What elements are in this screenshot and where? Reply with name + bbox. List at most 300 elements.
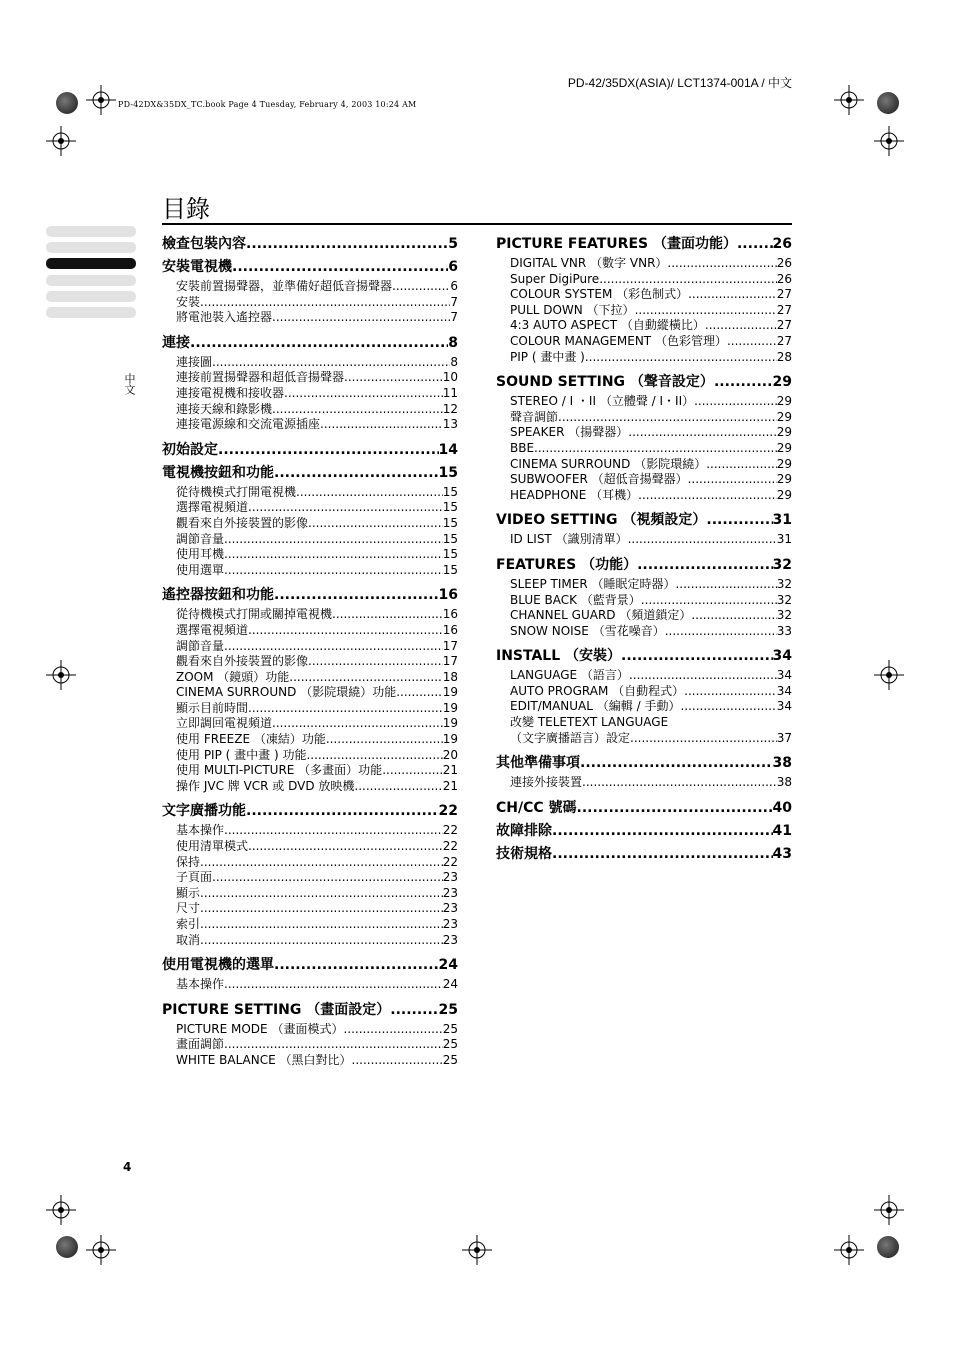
- toc-leader-dots: [200, 886, 443, 902]
- toc-section-title: VIDEO SETTING （視頻設定）: [496, 512, 707, 529]
- toc-leader-dots: [392, 279, 450, 295]
- toc-sub-entry[interactable]: [176, 839, 458, 855]
- toc-section-page: 34: [772, 648, 792, 665]
- toc-sub-page: 7: [450, 294, 458, 309]
- toc-sub-label: 連接天線和錄影機: [176, 401, 273, 416]
- toc-sub-entry[interactable]: [510, 488, 792, 504]
- toc-leader-dots: [638, 488, 777, 504]
- side-language-label: 中文: [123, 373, 136, 395]
- toc-sub-label: 基本操作: [176, 823, 225, 838]
- toc-leader-dots: [667, 256, 776, 272]
- title-divider: [162, 223, 792, 225]
- toc-sub-page: 23: [442, 917, 458, 931]
- header-document-code: PD-42/35DX(ASIA)/ LCT1374-001A / 中文: [567, 76, 792, 90]
- toc-section: [162, 462, 458, 585]
- toc-leader-dots: [628, 532, 777, 548]
- toc-leader-dots: [200, 901, 443, 917]
- toc-sub-page: 19: [442, 716, 458, 731]
- toc-sub-page: 20: [442, 747, 458, 762]
- toc-section-title: 電視機按鈕和功能: [162, 464, 274, 481]
- toc-sub-label: HEADPHONE （耳機）: [510, 487, 639, 502]
- toc-leader-dots: [577, 797, 773, 820]
- toc-leader-dots: [665, 624, 777, 640]
- toc-section-entry[interactable]: [162, 584, 458, 607]
- toc-sub-page: 32: [776, 608, 792, 623]
- toc-sub-entry[interactable]: [176, 1022, 458, 1038]
- registration-mark-icon: [874, 1195, 904, 1225]
- toc-sub-label: 選擇電視頻道: [176, 500, 249, 515]
- toc-sub-label: 立即調回電視頻道: [176, 716, 273, 731]
- toc-leader-dots: [272, 716, 443, 732]
- color-calibration-disc-icon: [56, 92, 78, 114]
- toc-sub-page: 18: [442, 669, 458, 684]
- toc-section: [162, 800, 458, 954]
- toc-section-title: 文字廣播功能: [162, 803, 246, 820]
- toc-leader-dots: [224, 547, 443, 563]
- toc-section-entry[interactable]: [162, 439, 458, 462]
- toc-sub-page: 17: [442, 638, 458, 653]
- toc-sub-entry[interactable]: [176, 1053, 458, 1069]
- language-tab: [46, 275, 136, 286]
- toc-section-page: 24: [438, 957, 458, 974]
- toc-sub-entry[interactable]: [176, 933, 458, 949]
- toc-sub-entry[interactable]: [510, 287, 792, 303]
- toc-leader-dots: [224, 1037, 443, 1053]
- toc-leader-dots: [552, 820, 773, 843]
- toc-leader-dots: [306, 748, 442, 764]
- toc-sub-label: 使用 FREEZE （凍結）功能: [176, 732, 326, 747]
- toc-sub-page: 37: [776, 730, 792, 745]
- toc-sub-label: 使用 PIP ( 畫中畫 ) 功能: [176, 747, 307, 762]
- toc-sub-label: CHANNEL GUARD （頻道鎖定）: [510, 608, 692, 623]
- toc-left-column: [162, 233, 458, 1075]
- toc-sub-label: SPEAKER （揚聲器）: [510, 425, 629, 440]
- toc-section-page: 40: [772, 799, 792, 816]
- toc-leader-dots: [284, 386, 443, 402]
- toc-sub-entry[interactable]: [176, 823, 458, 839]
- toc-sub-entry[interactable]: [176, 716, 458, 732]
- color-calibration-disc-icon: [877, 1236, 899, 1258]
- toc-sub-entry[interactable]: [176, 901, 458, 917]
- language-tab: [46, 307, 136, 318]
- toc-sub-label: CINEMA SURROUND （影院環繞）功能: [176, 685, 397, 700]
- toc-section: [162, 233, 458, 256]
- toc-sub-page: 23: [442, 885, 458, 900]
- toc-leader-dots: [727, 334, 777, 350]
- toc-sub-entry[interactable]: [176, 386, 458, 402]
- toc-sub-page: 33: [776, 623, 792, 638]
- toc-leader-dots: [680, 699, 776, 715]
- toc-sub-entry[interactable]: [176, 402, 458, 418]
- toc-leader-dots: [246, 800, 439, 823]
- toc-sub-page: 29: [776, 425, 792, 440]
- toc-section-title: PICTURE FEATURES （畫面功能）: [496, 236, 737, 252]
- registration-mark-icon: [874, 126, 904, 156]
- toc-sub-page: 27: [776, 302, 792, 317]
- toc-section-title: 其他準備事項: [496, 755, 580, 772]
- toc-sub-page: 11: [442, 385, 458, 400]
- toc-sub-page: 15: [442, 484, 458, 499]
- toc-section-page: 8: [448, 334, 458, 351]
- toc-leader-dots: [534, 441, 777, 457]
- toc-sub-label: 連接電視機和接收器: [176, 385, 285, 400]
- toc-sub-entry[interactable]: [176, 532, 458, 548]
- toc-leader-dots: [308, 516, 443, 532]
- toc-section-title: CH/CC 號碼: [496, 799, 577, 816]
- toc-section-title: SOUND SETTING （聲音設定）: [496, 374, 714, 391]
- toc-leader-dots: [274, 954, 439, 977]
- toc-sub-label: 畫面調節: [176, 1037, 225, 1052]
- toc-sub-label: SNOW NOISE （雪花噪音）: [510, 623, 665, 638]
- toc-section-page: 14: [438, 441, 458, 458]
- toc-sub-entry[interactable]: [510, 256, 792, 272]
- toc-sub-page: 13: [442, 417, 458, 432]
- toc-leader-dots: [248, 839, 443, 855]
- toc-sub-entry[interactable]: [176, 779, 458, 795]
- toc-sub-label: WHITE BALANCE （黑白對比）: [176, 1052, 352, 1067]
- toc-section: [496, 233, 792, 371]
- toc-leader-dots: [390, 999, 438, 1022]
- toc-leader-dots: [705, 318, 777, 334]
- toc-sub-entry[interactable]: [510, 775, 792, 791]
- toc-sub-entry[interactable]: [176, 417, 458, 433]
- toc-section-entry[interactable]: [496, 509, 792, 532]
- toc-section-entry[interactable]: [496, 843, 792, 866]
- toc-leader-dots: [691, 608, 776, 624]
- toc-section-entry[interactable]: [496, 820, 792, 843]
- toc-sub-entry[interactable]: [176, 500, 458, 516]
- toc-sub-label: DIGITAL VNR （數字 VNR）: [510, 256, 668, 270]
- toc-sub-page: 26: [776, 271, 792, 286]
- toc-section-page: 31: [772, 512, 792, 529]
- toc-sub-page: 38: [776, 775, 792, 790]
- toc-sub-label: AUTO PROGRAM （自動程式）: [510, 683, 685, 698]
- toc-section-entry[interactable]: [162, 256, 458, 279]
- toc-sub-label: ZOOM （鏡頭）功能: [176, 669, 290, 684]
- toc-section: [162, 256, 458, 332]
- toc-leader-dots: [200, 933, 443, 949]
- toc-sub-page: 34: [776, 699, 792, 714]
- toc-sub-entry[interactable]: [510, 731, 792, 747]
- toc-section-page: 32: [772, 556, 792, 573]
- toc-sub-page: 27: [776, 318, 792, 333]
- toc-section-title: FEATURES （功能）: [496, 556, 638, 573]
- toc-leader-dots: [628, 425, 776, 441]
- toc-sub-page: 21: [442, 778, 458, 793]
- language-tab-strip: [46, 226, 136, 323]
- toc-sub-label: 基本操作: [176, 977, 225, 992]
- toc-leader-dots: [190, 332, 448, 355]
- toc-section-entry[interactable]: [162, 954, 458, 977]
- toc-leader-dots: [688, 287, 777, 303]
- toc-sub-page: 23: [442, 932, 458, 947]
- toc-section: [162, 332, 458, 439]
- toc-sub-entry[interactable]: [176, 670, 458, 686]
- toc-section-entry[interactable]: [162, 462, 458, 485]
- toc-leader-dots: [296, 485, 443, 501]
- toc-leader-dots: [637, 554, 772, 577]
- toc-sub-entry[interactable]: [510, 699, 792, 715]
- toc-sub-label: 使用選單: [176, 562, 225, 577]
- toc-section: [496, 843, 792, 866]
- toc-leader-dots: [582, 775, 777, 791]
- toc-sub-entry[interactable]: [510, 608, 792, 624]
- toc-section-page: 25: [438, 1001, 458, 1018]
- toc-section: [162, 999, 458, 1075]
- toc-sub-entry[interactable]: [176, 563, 458, 579]
- toc-sub-entry[interactable]: [176, 485, 458, 501]
- toc-leader-dots: [200, 917, 443, 933]
- toc-sub-label: 尺寸: [176, 901, 201, 916]
- toc-leader-dots: [289, 670, 442, 686]
- registration-mark-icon: [86, 85, 116, 115]
- toc-sub-entry[interactable]: [510, 577, 792, 593]
- toc-sub-entry[interactable]: [176, 279, 458, 295]
- toc-sub-label: BBE: [510, 440, 535, 455]
- toc-sub-label: SUBWOOFER （超低音揚聲器）: [510, 472, 688, 487]
- toc-sub-entry[interactable]: [510, 472, 792, 488]
- toc-section-entry[interactable]: [162, 999, 458, 1022]
- toc-leader-dots: [246, 233, 448, 256]
- toc-section-title: 安裝電視機: [162, 259, 232, 275]
- toc-section-page: 16: [438, 587, 458, 604]
- toc-section: [162, 584, 458, 800]
- toc-leader-dots: [621, 645, 772, 668]
- toc-leader-dots: [248, 623, 443, 639]
- toc-section-entry[interactable]: [496, 645, 792, 668]
- toc-sub-label: 改變 TELETEXT LANGUAGE: [510, 715, 669, 730]
- toc-sub-label: 操作 JVC 牌 VCR 或 DVD 放映機: [176, 778, 355, 793]
- toc-section: [496, 752, 792, 797]
- toc-sub-entry[interactable]: [176, 977, 458, 993]
- color-calibration-disc-icon: [56, 1236, 78, 1258]
- toc-leader-dots: [737, 233, 773, 256]
- toc-sub-entry[interactable]: [510, 684, 792, 700]
- toc-sub-page: 25: [442, 1052, 458, 1067]
- toc-section: [496, 554, 792, 645]
- toc-sub-label: 觀看來自外接裝置的影像: [176, 654, 309, 669]
- toc-sub-label: COLOUR MANAGEMENT （色彩管理）: [510, 333, 727, 348]
- toc-sub-entry[interactable]: [176, 639, 458, 655]
- toc-section-page: 43: [772, 845, 792, 862]
- toc-sub-label: 子頁面: [176, 870, 213, 885]
- toc-leader-dots: [706, 457, 777, 473]
- toc-leader-dots: [224, 639, 443, 655]
- toc-sub-entry[interactable]: [510, 457, 792, 473]
- toc-section-page: 22: [438, 803, 458, 820]
- toc-sub-page: 10: [442, 370, 458, 385]
- toc-sub-page: 16: [442, 622, 458, 637]
- toc-sub-label: 聲音調節: [510, 409, 559, 424]
- toc-sub-entry[interactable]: [510, 272, 792, 288]
- toc-leader-dots: [212, 870, 443, 886]
- toc-sub-page: 27: [776, 287, 792, 302]
- toc-sub-page: 16: [442, 607, 458, 622]
- toc-sub-entry[interactable]: [176, 623, 458, 639]
- toc-sub-page: 29: [776, 487, 792, 502]
- toc-leader-dots: [218, 439, 439, 462]
- toc-sub-page: 23: [442, 901, 458, 916]
- toc-sub-entry[interactable]: [176, 870, 458, 886]
- toc-sub-entry[interactable]: [510, 318, 792, 334]
- toc-section-page: 26: [772, 236, 792, 252]
- toc-sub-page: 29: [776, 440, 792, 455]
- toc-sub-page: 34: [776, 668, 792, 683]
- toc-sub-page: 15: [442, 515, 458, 530]
- toc-leader-dots: [274, 584, 439, 607]
- toc-leader-dots: [599, 272, 777, 288]
- toc-leader-dots: [641, 593, 777, 609]
- toc-sub-entry[interactable]: [176, 685, 458, 701]
- toc-sub-entry[interactable]: [176, 701, 458, 717]
- toc-sub-entry[interactable]: [510, 334, 792, 350]
- registration-mark-icon: [834, 1235, 864, 1265]
- toc-sub-label: 連接電源線和交流電源插座: [176, 417, 321, 432]
- toc-sub-entry[interactable]: [510, 441, 792, 457]
- toc-sub-page: 32: [776, 576, 792, 591]
- toc-leader-dots: [630, 731, 777, 747]
- toc-sub-label: 調節音量: [176, 531, 225, 546]
- toc-leader-dots: [272, 402, 443, 418]
- toc-sub-entry[interactable]: [176, 607, 458, 623]
- toc-sub-label: 調節音量: [176, 638, 225, 653]
- toc-sub-entry[interactable]: [176, 310, 458, 326]
- toc-sub-entry[interactable]: [176, 763, 458, 779]
- toc-leader-dots: [308, 654, 443, 670]
- toc-sub-entry[interactable]: [176, 748, 458, 764]
- toc-section-page: 41: [772, 822, 792, 839]
- toc-sub-entry[interactable]: [176, 547, 458, 563]
- toc-leader-dots: [224, 532, 443, 548]
- toc-section-page: 5: [448, 236, 458, 252]
- toc-sub-entry[interactable]: [510, 668, 792, 684]
- toc-section: [496, 371, 792, 509]
- toc-sub-page: 26: [776, 256, 792, 270]
- toc-leader-dots: [694, 394, 777, 410]
- toc-section: [496, 820, 792, 843]
- toc-leader-dots: [714, 371, 773, 394]
- toc-section-entry[interactable]: [162, 332, 458, 355]
- toc-sub-label: 觀看來自外接裝置的影像: [176, 515, 309, 530]
- toc-sub-entry[interactable]: [176, 732, 458, 748]
- toc-sub-page: 29: [776, 472, 792, 487]
- toc-section: [496, 645, 792, 752]
- toc-sub-entry[interactable]: [176, 516, 458, 532]
- toc-sub-entry[interactable]: [176, 917, 458, 933]
- toc-sub-label: COLOUR SYSTEM （彩色制式）: [510, 287, 689, 302]
- toc-leader-dots: [232, 256, 448, 279]
- toc-sub-page: 22: [442, 839, 458, 854]
- toc-section-title: 檢查包裝內容: [162, 236, 246, 252]
- toc-sub-page: 15: [442, 547, 458, 562]
- toc-section-page: 29: [772, 374, 792, 391]
- toc-leader-dots: [635, 303, 777, 319]
- toc-section: [496, 797, 792, 820]
- toc-sub-label: PIP ( 畫中畫 ): [510, 349, 585, 364]
- toc-sub-entry[interactable]: [176, 654, 458, 670]
- toc-sub-entry[interactable]: [176, 886, 458, 902]
- toc-sub-entry[interactable]: [510, 624, 792, 640]
- toc-sub-label: 連接前置揚聲器和超低音揚聲器: [176, 370, 345, 385]
- toc-leader-dots: [200, 855, 443, 871]
- toc-sub-entry[interactable]: [176, 1037, 458, 1053]
- toc-leader-dots: [580, 752, 773, 775]
- toc-sub-entry[interactable]: [510, 532, 792, 548]
- toc-section-title: 初始設定: [162, 441, 218, 458]
- toc-sub-entry[interactable]: [176, 355, 458, 371]
- toc-sub-label: EDIT/MANUAL （編輯 / 手動）: [510, 699, 681, 714]
- toc-sub-label: 顯示目前時間: [176, 700, 249, 715]
- toc-section-entry[interactable]: [496, 371, 792, 394]
- language-tab: [46, 242, 136, 253]
- toc-section-title: 技術規格: [496, 845, 552, 862]
- toc-sub-entry[interactable]: [176, 855, 458, 871]
- toc-sub-entry[interactable]: [510, 715, 792, 731]
- toc-section-entry[interactable]: [162, 233, 458, 256]
- toc-section-page: 15: [438, 464, 458, 481]
- toc-leader-dots: [684, 684, 777, 700]
- toc-sub-label: PICTURE MODE （畫面模式）: [176, 1021, 344, 1036]
- toc-sub-page: 29: [776, 409, 792, 424]
- toc-sub-page: 8: [450, 354, 458, 369]
- toc-sub-label: PULL DOWN （下拉）: [510, 302, 635, 317]
- toc-sub-page: 21: [442, 763, 458, 778]
- toc-sub-page: 23: [442, 870, 458, 885]
- toc-section-entry[interactable]: [496, 554, 792, 577]
- toc-sub-page: 15: [442, 500, 458, 515]
- toc-section: [162, 954, 458, 999]
- toc-sub-entry[interactable]: [510, 350, 792, 366]
- toc-sub-entry[interactable]: [510, 593, 792, 609]
- toc-sub-page: 15: [442, 531, 458, 546]
- toc-sub-label: 安裝: [176, 294, 201, 309]
- toc-sub-entry[interactable]: [176, 295, 458, 311]
- toc-sub-page: 29: [776, 456, 792, 471]
- toc-sub-label: 索引: [176, 917, 201, 931]
- toc-sub-entry[interactable]: [510, 394, 792, 410]
- toc-sub-page: 25: [442, 1037, 458, 1052]
- toc-leader-dots: [272, 310, 450, 326]
- toc-sub-label: 連接外接裝置: [510, 775, 583, 790]
- toc-sub-label: BLUE BACK （藍背景）: [510, 592, 641, 607]
- registration-mark-icon: [834, 85, 864, 115]
- registration-mark-icon: [46, 126, 76, 156]
- toc-section-entry[interactable]: [496, 233, 792, 256]
- toc-sub-page: 29: [776, 394, 792, 409]
- toc-sub-page: 34: [776, 683, 792, 698]
- toc-sub-entry[interactable]: [176, 370, 458, 386]
- toc-leader-dots: [354, 779, 442, 795]
- toc-sub-label: 4:3 AUTO ASPECT （自動縱橫比）: [510, 318, 705, 333]
- toc-leader-dots: [558, 410, 777, 426]
- language-tab-active: [46, 258, 136, 269]
- toc-section-entry[interactable]: [496, 797, 792, 820]
- toc-sub-label: 使用 MULTI-PICTURE （多畫面）功能: [176, 763, 383, 778]
- toc-sub-label: 選擇電視頻道: [176, 622, 249, 637]
- toc-section-title: PICTURE SETTING （畫面設定）: [162, 1001, 391, 1018]
- toc-sub-entry[interactable]: [510, 425, 792, 441]
- toc-section-page: 6: [448, 259, 458, 275]
- toc-leader-dots: [344, 370, 443, 386]
- toc-sub-label: 取消: [176, 932, 201, 947]
- toc-sub-entry[interactable]: [510, 303, 792, 319]
- toc-section: [496, 509, 792, 554]
- toc-sub-label: SLEEP TIMER （睡眠定時器）: [510, 576, 676, 591]
- toc-sub-label: Super DigiPure: [510, 271, 600, 286]
- toc-sub-entry[interactable]: [510, 410, 792, 426]
- toc-section-entry[interactable]: [496, 752, 792, 775]
- toc-section-entry[interactable]: [162, 800, 458, 823]
